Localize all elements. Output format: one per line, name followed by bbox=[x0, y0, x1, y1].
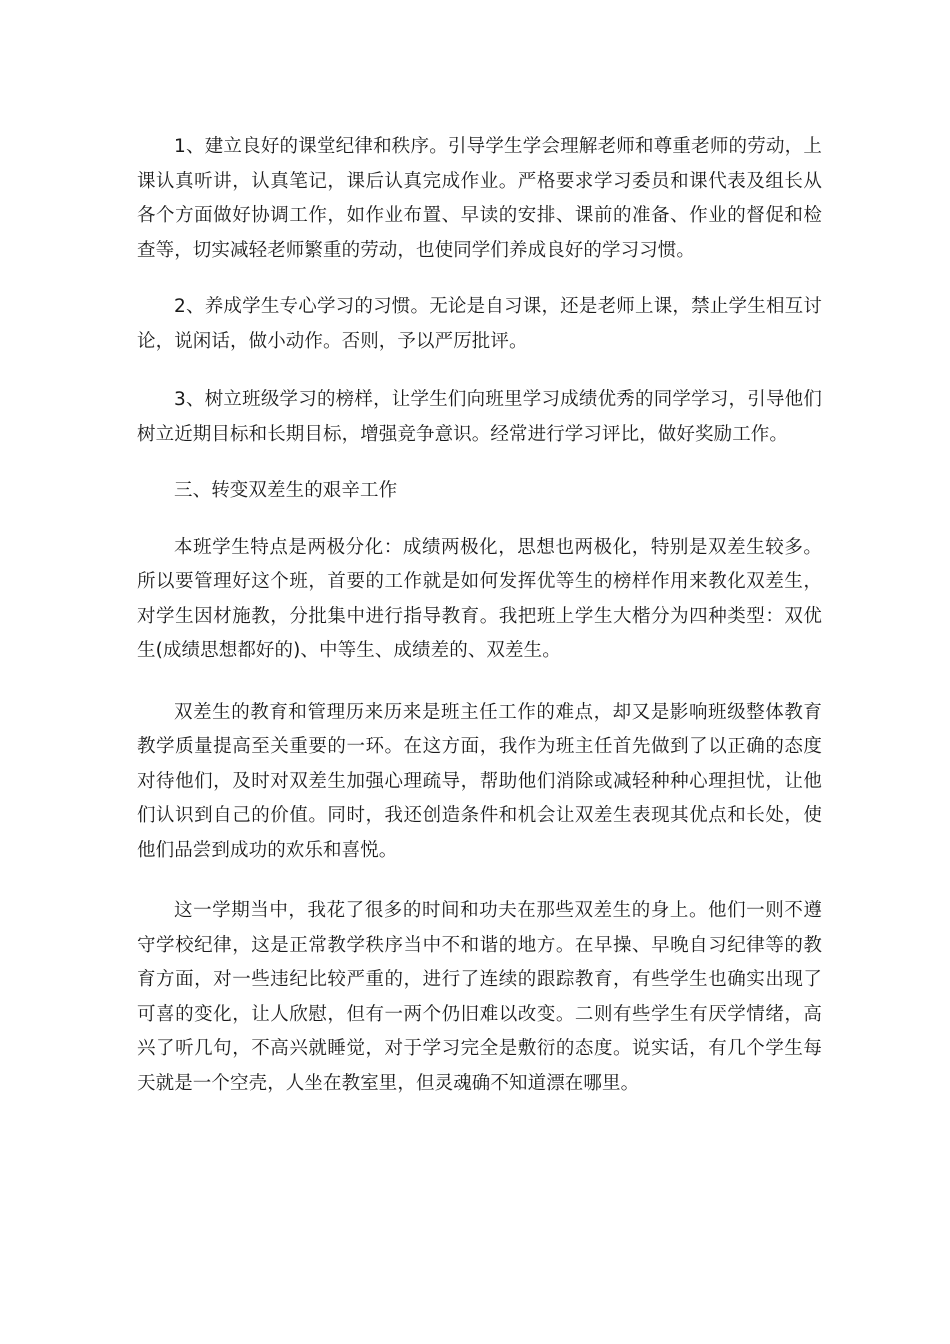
paragraph-double-weak-education: 双差生的教育和管理历来历来是班主任工作的难点，却又是影响班级整体教育教学质量提高至关重要的一环。在这方面，我作为班主任首先做到了以正确的态度对待他们，及时对双差生加强心理疏导，帮助他们消除或减轻种种心理担忧，让他们认识到自己的价值。同时，我还创造条件和机会让双差生表现其优点和长处，使他们品尝到成功的欢乐和喜悦。 bbox=[137, 701, 822, 861]
section-heading: 三、转变双差生的艰辛工作 bbox=[174, 480, 398, 501]
paragraph-focus-habit: 2、养成学生专心学习的习惯。无论是自习课，还是老师上课，禁止学生相互讨论，说闲话，做小动作。否则，予以严厉批评。 bbox=[137, 296, 822, 352]
paragraph-role-model: 3、树立班级学习的榜样，让学生们向班里学习成绩优秀的同学学习，引导他们树立近期目标和长期目标，增强竞争意识。经常进行学习评比，做好奖励工作。 bbox=[137, 389, 822, 445]
document-body bbox=[137, 130, 822, 1125]
paragraph-class-traits: 本班学生特点是两极分化：成绩两极化，思想也两极化，特别是双差生较多。所以要管理好这个班，首要的工作就是如何发挥优等生的榜样作用来教化双差生，对学生因材施教，分批集中进行指导教育。我把班上学生大楷分为四种类型：双优生(成绩思想都好的)、中等生、成绩差的、双差生。 bbox=[137, 536, 822, 661]
paragraph-semester-effort: 这一学期当中，我花了很多的时间和功夫在那些双差生的身上。他们一则不遵守学校纪律，这是正常教学秩序当中不和谐的地方。在早操、早晚自习纪律等的教育方面，对一些违纪比较严重的，进行了连续的跟踪教育，有些学生也确实出现了可喜的变化，让人欣慰，但有一两个仍旧难以改变。二则有些学生有厌学情绪，高兴了听几句，不高兴就睡觉，对于学习完全是敷衍的态度。说实话，有几个学生每天就是一个空壳，人坐在教室里，但灵魂确不知道漂在哪里。 bbox=[137, 900, 822, 1094]
paragraph-discipline: 1、建立良好的课堂纪律和秩序。引导学生学会理解老师和尊重老师的劳动，上课认真听讲，认真笔记，课后认真完成作业。严格要求学习委员和课代表及组长从各个方面做好协调工作，如作业布置、早读的安排、课前的准备、作业的督促和检查等，切实减轻老师繁重的劳动，也使同学们养成良好的学习习惯。 bbox=[137, 136, 822, 261]
